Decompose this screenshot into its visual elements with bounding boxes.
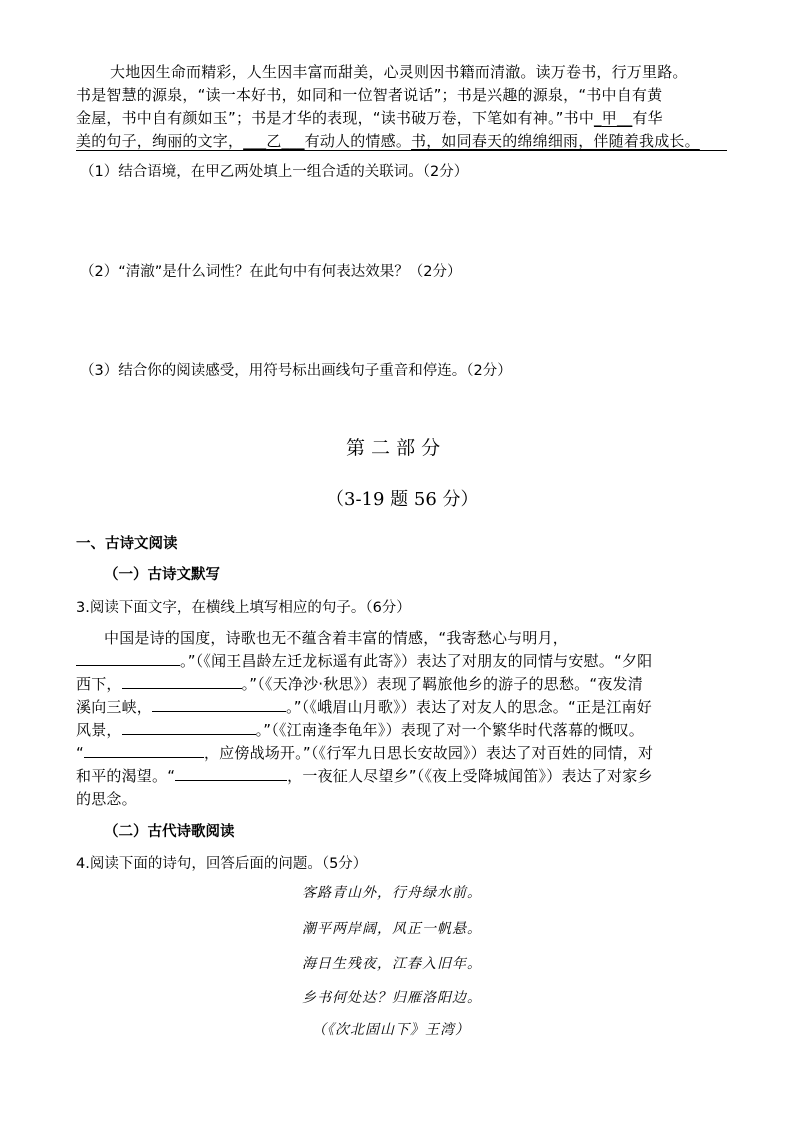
passage-line-3-end: 有华 [632,109,663,127]
poem-line-1: 客路青山外，行舟绿水前。 [302,885,482,901]
subsection-2-heading: （二）古代诗歌阅读 [104,824,235,840]
fill-line-5-b: 。”（《江南逢李龟年》）表现了对一个繁华时代落幕的慨叹。 [255,721,644,739]
fill-line-7 [76,765,653,786]
fill-line-5 [76,719,644,740]
fill-line-8: 的思念。 [76,790,137,808]
question-2: （2）“清澈”是什么词性？在此句中有何表达效果？（2分） [80,264,462,280]
fill-line-7-b: ，一夜征人尽望乡”（《夜上受降城闻笛》）表达了对家乡 [287,767,653,785]
subsection-1-heading: （一）古诗文默写 [104,567,220,583]
section-heading: 一、古诗文阅读 [76,536,178,552]
blank-jia[interactable]: _甲__ [594,109,633,127]
passage-rule [76,150,727,151]
part-subtitle: （3-19 题 56 分） [326,489,479,510]
label-yi: 乙 [266,132,282,150]
fill-line-3 [76,673,643,694]
fill-line-6-b: ，应傍战场开。”（《行军九日思长安故园》）表达了对百姓的同情，对 [203,744,654,762]
passage-line-3 [76,107,663,128]
passage-line-3-text: 金屋，书中自有颜如玉”；书是才华的表现，“读书破万卷，下笔如有神。”书中 [76,109,595,127]
passage-line-4-b: 有动人的情感。 [304,132,412,150]
answer-blank-6[interactable] [175,766,287,781]
underlined-sentence: 书，如同春天的绵绵细雨，伴随着我成长。 [411,132,700,150]
question-3-title: 3.阅读下面文字，在横线上填写相应的句子。（6分） [76,600,411,616]
fill-line-2-text: 。”（《闻王昌龄左迁龙标遥有此寄》）表达了对朋友的同情与安慰。“夕阳 [180,652,653,670]
question-3: （3）结合你的阅读感受，用符号标出画线句子重音和停连。（2分） [80,363,512,379]
question-4-title: 4.阅读下面的诗句，回答后面的问题。（5分） [76,856,368,872]
poem-attribution: （《次北固山下》王湾） [312,1022,470,1038]
poem-line-3: 海日生残夜，江春入旧年。 [302,956,482,972]
label-jia: 甲 [601,109,617,127]
fill-line-4 [76,696,652,717]
passage-line-2: 书是智慧的源泉，“读一本好书，如同和一位智者说话”；书是兴趣的源泉，“书中自有黄 [76,86,663,104]
answer-blank-5[interactable] [84,743,204,758]
poem-line-4: 乡书何处达？归雁洛阳边。 [302,990,482,1006]
poem-line-2: 潮平两岸阔，风正一帆悬。 [302,921,482,937]
answer-blank-2[interactable] [122,674,242,689]
fill-line-7-a: 和平的渴望。“ [76,767,176,785]
fill-line-3-b: 。”（《天净沙·秋思》）表现了羁旅他乡的游子的思愁。“夜发清 [241,675,643,693]
passage-line-4 [76,130,700,151]
passage-line-4-a: 美的句子，绚丽的文字， [76,132,244,150]
fill-line-2 [76,650,652,671]
fill-line-6-a: “ [76,744,84,762]
part-title: 第 二 部 分 [346,437,441,459]
passage-line-1: 大地因生命而精彩，人生因丰富而甜美，心灵则因书籍而清澈。读万卷书，行万里路。 [110,63,688,81]
fill-line-1: 中国是诗的国度，诗歌也无不蕴含着丰富的情感，“我寄愁心与明月， [104,629,568,647]
fill-line-3-a: 西下， [76,675,122,693]
answer-blank-4[interactable] [122,720,256,735]
fill-line-5-a: 风景， [76,721,122,739]
fill-line-4-b: 。”（《峨眉山月歌》）表达了对友人的思念。“正是江南好 [286,698,652,716]
question-1: （1）结合语境，在甲乙两处填上一组合适的关联词。（2分） [80,164,469,180]
blank-yi[interactable]: ___乙___ [243,132,305,150]
answer-blank-3[interactable] [152,697,286,712]
fill-line-4-a: 溪向三峡， [76,698,153,716]
answer-blank-1[interactable] [76,651,180,666]
fill-line-6 [76,742,653,763]
